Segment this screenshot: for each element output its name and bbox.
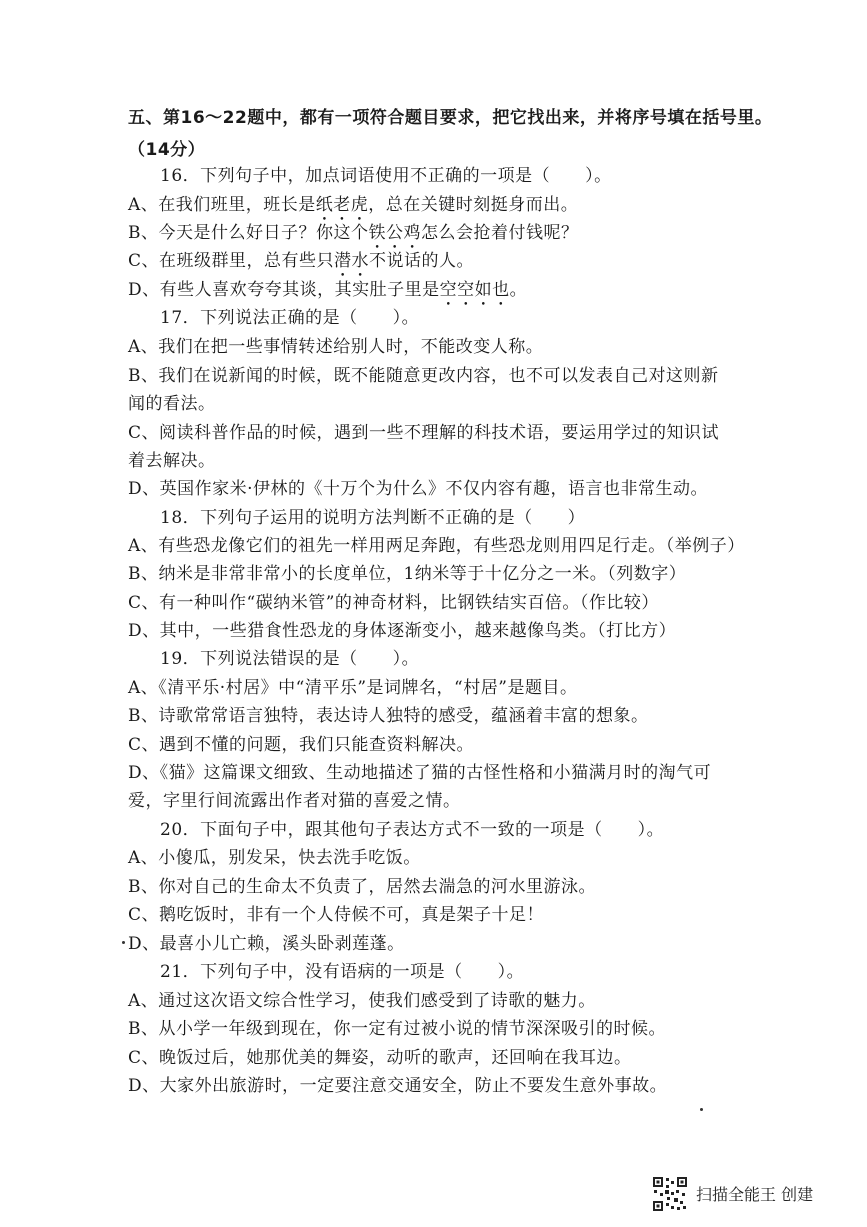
question-20-option-d: D、最喜小儿亡赖，溪头卧剥莲蓬。 — [128, 934, 405, 954]
question-17-option-b-line2: 闻的看法。 — [128, 394, 216, 414]
option-text: 怎么会抢着付钱呢？ — [421, 223, 579, 243]
question-18-option-b: B、纳米是非常非常小的长度单位，1纳米等于十亿分之一米。（列数字） — [128, 564, 687, 584]
option-text: D、有些人喜欢夸夸其谈，其实肚子里是 — [128, 280, 440, 300]
question-16-option-b — [128, 222, 579, 253]
dotted-word: 纸老虎 — [315, 195, 369, 215]
question-19-stem: 19．下列说法错误的是（ ）。 — [160, 649, 420, 669]
section-score: （14分） — [128, 140, 206, 160]
dotted-word: 空空如也 — [439, 280, 510, 300]
question-16-option-a — [128, 194, 578, 225]
question-17-option-c-line2: 着去解决。 — [128, 451, 216, 471]
dotted-word: 铁公鸡 — [368, 223, 421, 243]
question-21-stem: 21．下列句子中，没有语病的一项是（ ）。 — [160, 962, 525, 982]
question-17-stem: 17．下列说法正确的是（ ）。 — [160, 308, 420, 328]
watermark-text: 扫描全能王 创建 — [696, 1185, 814, 1204]
scanner-watermark — [652, 1176, 852, 1212]
dotted-word: 潜水 — [334, 251, 370, 271]
question-18-option-d: D、其中，一些猎食性恐龙的身体逐渐变小，越来越像鸟类。（打比方） — [128, 621, 677, 641]
question-17-option-c-line1: C、阅读科普作品的时候，遇到一些不理解的科技术语，要运用学过的知识试 — [128, 423, 720, 443]
question-16-option-d — [128, 279, 527, 310]
question-18-option-c: C、有一种叫作“碳纳米管”的神奇材料，比钢铁结实百倍。（作比较） — [128, 593, 659, 613]
option-text: A、在我们班里，班长是 — [128, 195, 316, 215]
option-text: 。 — [509, 280, 528, 300]
question-21-option-b: B、从小学一年级到现在，你一定有过被小说的情节深深吸引的时候。 — [128, 1019, 666, 1039]
question-16-stem: 16．下列句子中，加点词语使用不正确的一项是（ ）。 — [160, 166, 612, 186]
question-19-option-a: A、《清平乐·村居》中“清平乐”是词牌名，“村居”是题目。 — [128, 678, 578, 698]
option-text: C、在班级群里，总有些只 — [128, 251, 335, 271]
question-17-option-b-line1: B、我们在说新闻的时候，既不能随意更改内容，也不可以发表自己对这则新 — [128, 366, 719, 386]
option-text: ，总在关键时刻挺身而出。 — [368, 195, 579, 215]
question-19-option-c: C、遇到不懂的问题，我们只能查资料解决。 — [128, 735, 475, 755]
question-21-option-a: A、通过这次语文综合性学习，使我们感受到了诗歌的魅力。 — [128, 991, 596, 1011]
question-18-stem: 18．下列句子运用的说明方法判断不正确的是（ ） — [160, 508, 586, 528]
question-19-option-d-line2: 爱，字里行间流露出作者对猫的喜爱之情。 — [128, 791, 461, 811]
section-title: 五、第16～22题中，都有一项符合题目要求，把它找出来，并将序号填在括号里。 — [128, 108, 773, 128]
qr-code-icon — [652, 1176, 688, 1212]
question-17-option-a: A、我们在把一些事情转述给别人时，不能改变人称。 — [128, 337, 544, 357]
scan-speck — [700, 1108, 703, 1111]
option-text: B、今天是什么好日子？你这个 — [128, 223, 369, 243]
question-20-stem: 20．下面句子中，跟其他句子表达方式不一致的一项是（ ）。 — [160, 820, 665, 840]
question-20-option-c: C、鹅吃饭时，非有一个人侍候不可，真是架子十足！ — [128, 905, 545, 925]
question-18-option-a: A、有些恐龙像它们的祖先一样用两足奔跑，有些恐龙则用四足行走。（举例子） — [128, 536, 745, 556]
option-text: 不说话的人。 — [369, 251, 475, 271]
question-20-option-b: B、你对自己的生命太不负责了，居然去湍急的河水里游泳。 — [128, 877, 596, 897]
scan-speck — [122, 941, 125, 944]
question-20-option-a: A、小傻瓜，别发呆，快去洗手吃饭。 — [128, 848, 421, 868]
question-19-option-d-line1: D、《猫》这篇课文细致、生动地描述了猫的古怪性格和小猫满月时的淘气可 — [128, 763, 712, 783]
question-17-option-d: D、英国作家米·伊林的《十万个为什么》不仅内容有趣，语言也非常生动。 — [128, 479, 709, 499]
question-21-option-c: C、晚饭过后，她那优美的舞姿，动听的歌声，还回响在我耳边。 — [128, 1048, 632, 1068]
question-19-option-b: B、诗歌常常语言独特，表达诗人独特的感受，蕴涵着丰富的想象。 — [128, 706, 649, 726]
question-16-option-c — [128, 250, 474, 281]
question-21-option-d: D、大家外出旅游时，一定要注意交通安全，防止不要发生意外事故。 — [128, 1076, 668, 1096]
